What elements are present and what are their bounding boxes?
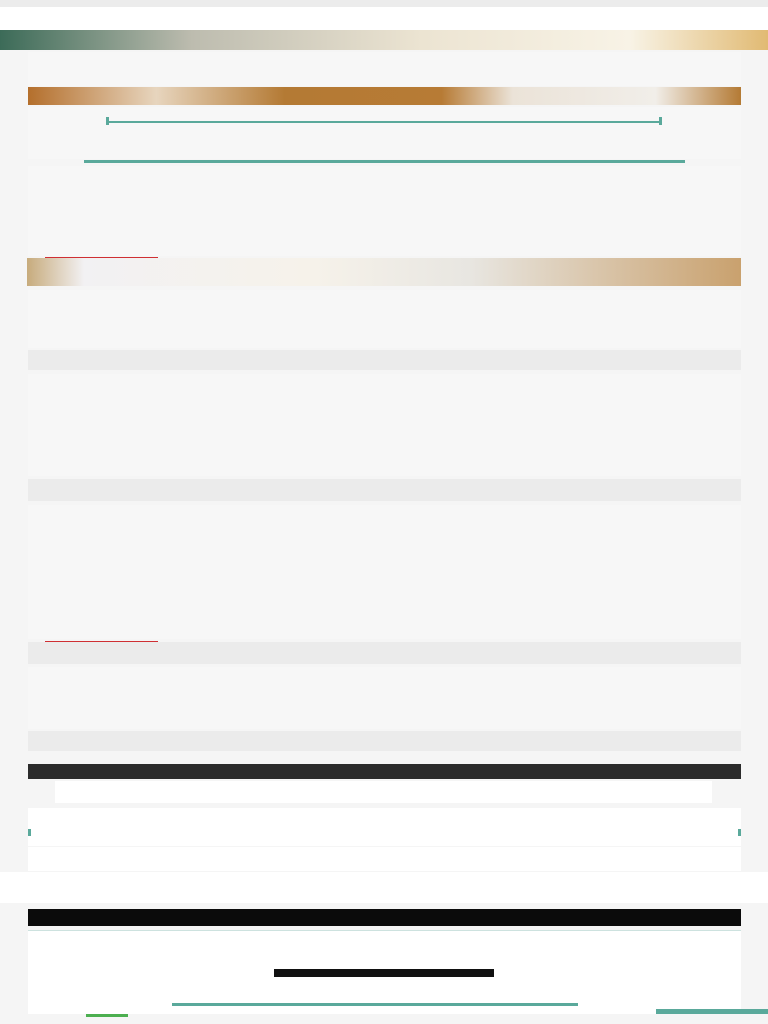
site-header	[0, 7, 768, 30]
footer-accent	[656, 1009, 768, 1014]
article-section	[28, 505, 741, 639]
related-tick	[28, 829, 31, 836]
article-section	[28, 667, 741, 729]
section-footer-bar	[28, 479, 741, 501]
footer-green-accent	[86, 1014, 128, 1017]
related-card	[28, 808, 741, 846]
intro-block	[28, 52, 741, 86]
footer-search-field[interactable]	[274, 969, 494, 977]
divider	[84, 160, 685, 163]
related-bar	[28, 764, 741, 779]
related-tick	[738, 829, 741, 836]
footer-bar	[28, 909, 741, 926]
related-card	[55, 781, 712, 803]
divider-tick	[659, 117, 662, 125]
author-card	[28, 847, 741, 871]
divider-tick	[106, 117, 109, 125]
section-footer-bar	[28, 350, 741, 370]
top-utility-bar	[0, 0, 768, 7]
gallery-image	[28, 87, 741, 105]
newsletter-card	[0, 872, 768, 903]
tag-block	[28, 107, 741, 159]
article-section	[28, 290, 741, 348]
footer-divider	[172, 1003, 578, 1006]
hero-image	[0, 30, 768, 50]
section-footer-bar	[28, 642, 741, 664]
article-section	[28, 374, 741, 476]
section-footer-bar	[28, 731, 741, 751]
divider	[106, 121, 662, 123]
article-section	[28, 166, 741, 256]
article-image	[27, 258, 741, 286]
